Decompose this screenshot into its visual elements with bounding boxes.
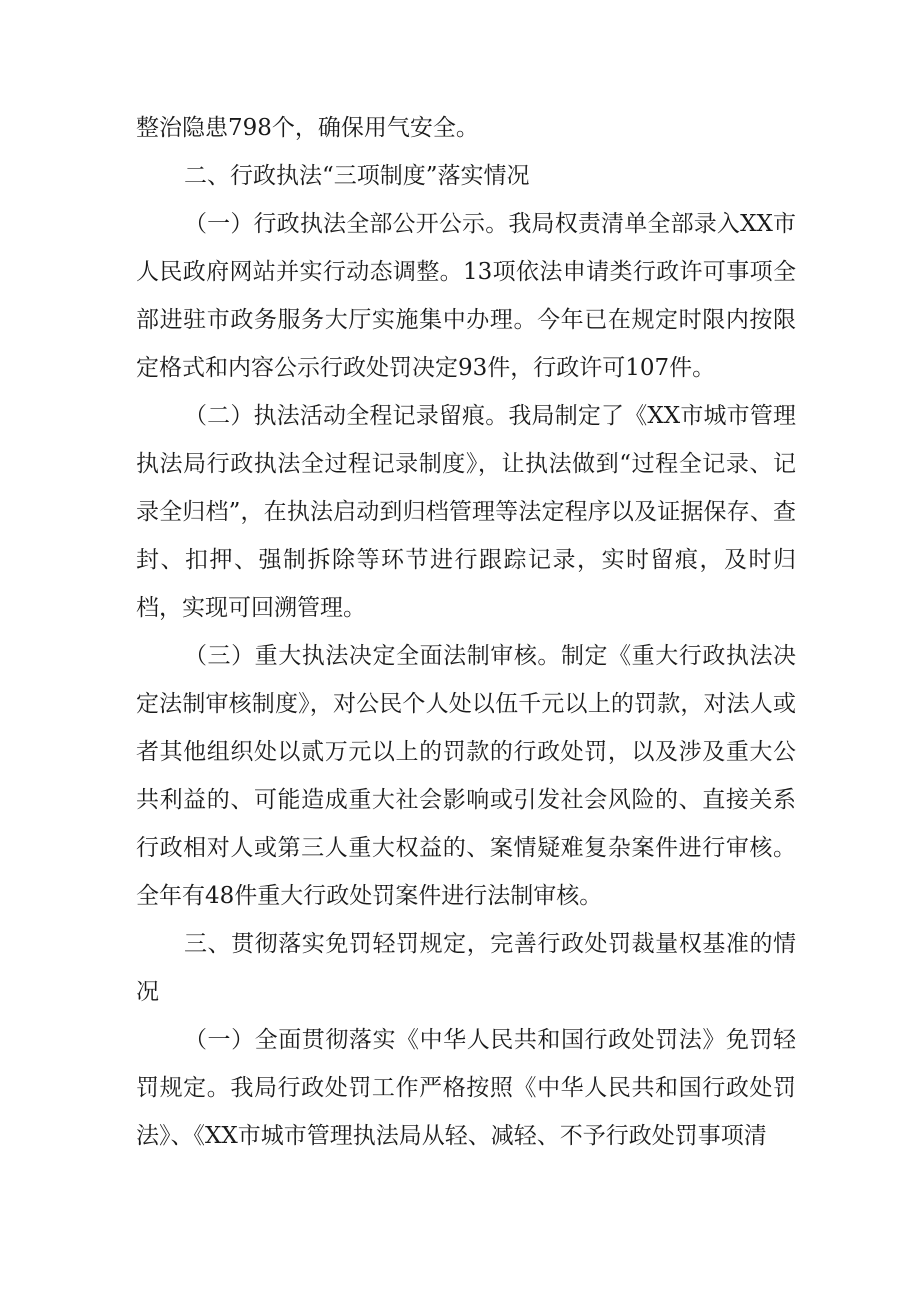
document-body xyxy=(136,104,796,1160)
paragraph-full-process-record: （二）执法活动全程记录留痕。我局制定了《XX市城市管理执法局行政执法全过程记录制度》，让执法做到“过程全记录、记录全归档”，在执法启动到归档管理等法定程序以及证据保存、查封、扣押、强制拆除等环节进行跟踪记录，实时留痕，及时归档，实现可回溯管理。 xyxy=(136,403,796,621)
paragraph-public-disclosure: （一）行政执法全部公开公示。我局权责清单全部录入XX市人民政府网站并实行动态调整。13项依法申请类行政许可事项全部进驻市政务服务大厅实施集中办理。今年已在规定时限内按限定格式和内容公示行政处罚决定93件，行政许可107件。 xyxy=(136,211,796,381)
paragraph-legal-review: （三）重大执法决定全面法制审核。制定《重大行政执法决定法制审核制度》，对公民个人处以伍千元以上的罚款，对法人或者其他组织处以贰万元以上的罚款的行政处罚，以及涉及重大公共利益的、可能造成重大社会影响或引发社会风险的、直接关系行政相对人或第三人重大权益的、案情疑难复杂案件进行审核。全年有48件重大行政处罚案件进行法制审核。 xyxy=(136,643,796,909)
paragraph-continuation: 整治隐患798个，确保用气安全。 xyxy=(136,115,479,141)
section-heading-two: 二、行政执法“三项制度”落实情况 xyxy=(184,163,530,189)
section-heading-three: 三、贯彻落实免罚轻罚规定，完善行政处罚裁量权基准的情况 xyxy=(136,931,796,1005)
paragraph-penalty-exemption: （一）全面贯彻落实《中华人民共和国行政处罚法》免罚轻罚规定。我局行政处罚工作严格按照《中华人民共和国行政处罚法》、《XX市城市管理执法局从轻、减轻、不予行政处罚事项清 xyxy=(136,1027,796,1149)
